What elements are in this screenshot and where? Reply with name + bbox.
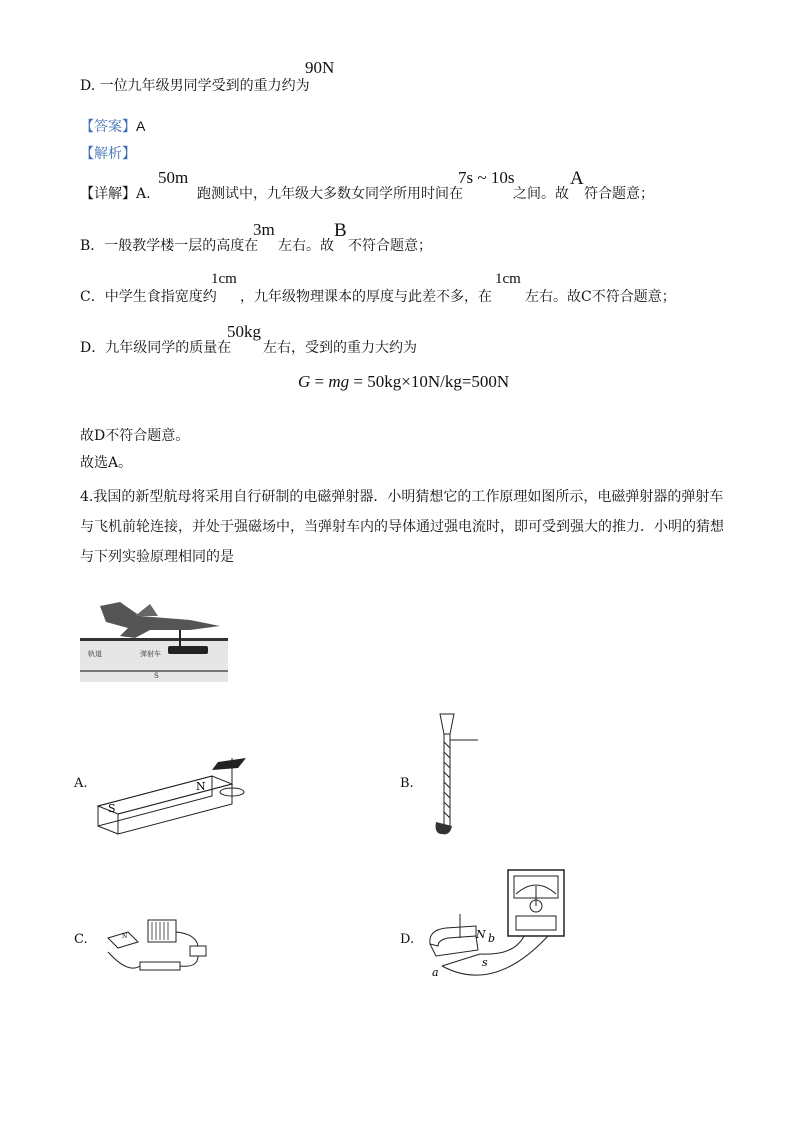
fig-car-label: 弹射车 — [140, 650, 161, 658]
answer-value: A — [136, 118, 146, 134]
detail-b-prefix: B．一般教学楼一层的高度在 — [80, 238, 259, 254]
detail-b-value2: B — [334, 220, 347, 241]
answer-tag: 【答案】 — [80, 119, 136, 135]
option-d-label: D. — [400, 932, 415, 947]
q4-line2: 与飞机前轮连接，并处于强磁场中，当弹射车内的导体通过强电流时，即可受到强大的推力．小明的猜想 — [80, 519, 724, 535]
detail-a-mid: 跑测试中，九年级大多数女同学所用时间在 — [197, 186, 463, 202]
option-b-label: B. — [400, 776, 414, 791]
detail-c-mid: ，九年级物理课本的厚度与此差不多，在 — [240, 289, 492, 305]
catapult-figure — [80, 596, 230, 686]
gravity-equation — [298, 372, 509, 392]
magnet-s: S — [108, 802, 116, 815]
option-text: 一位九年级男同学受到的重力约为 — [99, 78, 310, 94]
option-a-label: A. — [74, 776, 88, 791]
d-b: b — [488, 932, 496, 945]
fig-rail-label: 轨道 — [88, 650, 102, 658]
c-n: N — [122, 933, 128, 940]
detail-c-prefix: C．中学生食指宽度约 — [80, 289, 217, 305]
d-a: a — [432, 966, 439, 979]
q4-line1: 4.我国的新型航母将采用自行研制的电磁弹射器．小明猜想它的工作原理如图所示，电磁弹射器的弹射车 — [80, 489, 724, 505]
eq-mg: mg — [328, 372, 350, 391]
magnet-n: N — [196, 780, 206, 793]
detail-d-prefix: D．九年级同学的质量在 — [80, 340, 232, 356]
detail-c-value2: 1cm — [495, 271, 521, 287]
option-value: 90N — [305, 58, 335, 77]
prev-option-d — [80, 76, 310, 96]
eq-equals: = — [310, 372, 329, 391]
detail-b-value1: 3m — [253, 220, 275, 239]
detail-c-end: 左右。故C不符合题意； — [525, 289, 676, 305]
detail-a-prefix: 【详解】A. — [80, 186, 151, 202]
detail-a-value2: 7s ~ 10s — [458, 168, 515, 187]
detail-c-value1: 1cm — [211, 271, 237, 287]
detail-b-end: 不符合题意； — [348, 238, 432, 254]
detail-a-value1: 50m — [158, 168, 189, 187]
option-label: D. — [80, 78, 96, 94]
d-n: N — [476, 928, 486, 941]
eq-tail: = 50kg×10N/kg=500N — [349, 372, 510, 391]
eq-g: G — [298, 372, 311, 391]
option-c-label: C. — [74, 932, 88, 947]
answer-line — [80, 116, 145, 137]
analysis-tag: 【解析】 — [80, 146, 136, 162]
detail-d-value1: 50kg — [227, 322, 261, 341]
d-s: s — [482, 956, 488, 969]
detail-d-end: 左右，受到的重力大约为 — [263, 340, 417, 356]
detail-a-mid2: 之间。故 — [513, 186, 569, 202]
choose-line: 故选A。 — [80, 455, 133, 471]
option-b-figure — [428, 712, 488, 842]
detail-a-value3: A — [570, 168, 584, 189]
detail-a-end: 符合题意； — [584, 186, 654, 202]
detail-b-mid: 左右。故 — [278, 238, 334, 254]
q4-line3: 与下列实验原理相同的是 — [80, 549, 234, 565]
fig-s-label: S — [154, 672, 159, 680]
detail-d-conclusion: 故D不符合题意。 — [80, 428, 190, 444]
option-d-figure — [424, 866, 574, 986]
option-a-figure — [94, 748, 264, 838]
option-c-figure — [98, 912, 218, 982]
